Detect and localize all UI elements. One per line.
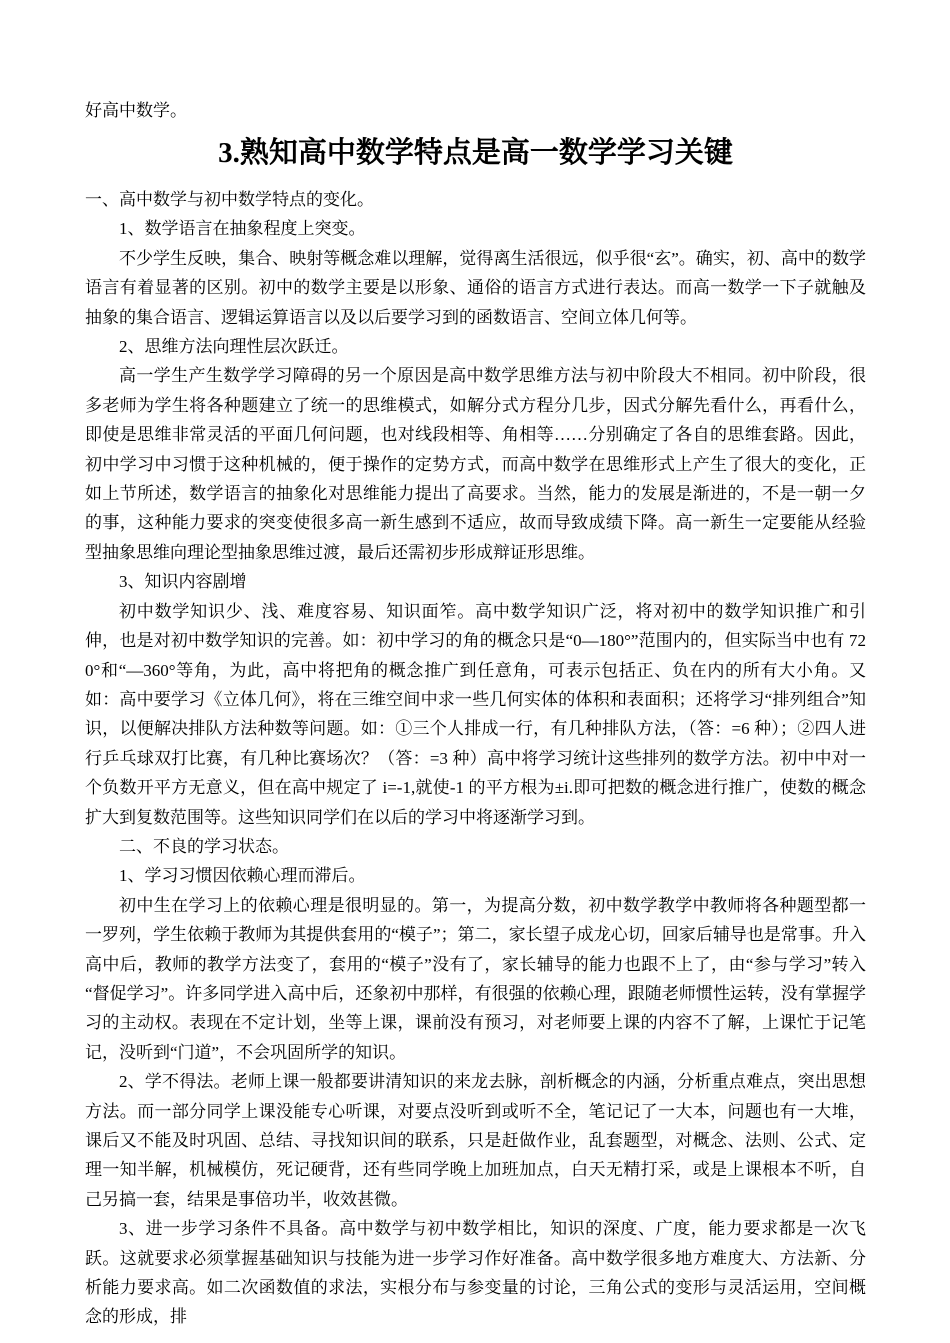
section-heading-2: 二、不良的学习状态。	[119, 836, 289, 856]
document-body	[85, 185, 866, 1332]
sub-heading-1-1: 1、数学语言在抽象程度上突变。	[119, 219, 366, 239]
body-paragraph-dependence: 初中生在学习上的依赖心理是很明显的。第一，为提高分数，初中数学教学中教师将各种题型都一一罗列，学生依赖于教师为其提供套用的“模子”；第二，家长望子成龙心切，回家后辅导也是常事。升入高中后，教师的教学方法变了，套用的“模子”没有了，家长辅导的能力也跟不上了，由“参与学习”转入“督促学习”。许多同学进入高中后，还象初中那样，有很强的依赖心理，跟随老师惯性运转，没有掌握学习的主动权。表现在不定计划，坐等上课，课前没有预习，对老师要上课的内容不了解，上课忙于记笔记，没听到“门道”，不会巩固所学的知识。	[85, 895, 866, 1062]
sub-heading-2-1: 1、学习习惯因依赖心理而滞后。	[119, 866, 366, 886]
sub-heading-1-2: 2、思维方法向理性层次跃迁。	[119, 337, 349, 357]
sub-heading-1-3: 3、知识内容剧增	[119, 572, 247, 592]
continuation-line: 好高中数学。	[85, 101, 187, 120]
body-paragraph-language: 不少学生反映，集合、映射等概念难以理解，觉得离生活很远，似乎很“玄”。确实，初、高中的数学语言有着显著的区别。初中的数学主要是以形象、通俗的语言方式进行表达。而高一数学一下子就触及抽象的集合语言、逻辑运算语言以及以后要学习到的函数语言、空间立体几何等。	[85, 248, 866, 327]
section-heading-1: 一、高中数学与初中数学特点的变化。	[85, 190, 374, 209]
body-paragraph-method: 2、学不得法。老师上课一般都要讲清知识的来龙去脉，剖析概念的内涵，分析重点难点，突出思想方法。而一部分同学上课没能专心听课，对要点没听到或听不全，笔记记了一大本，问题也有一大堆，课后又不能及时巩固、总结、寻找知识间的联系，只是赶做作业，乱套题型，对概念、法则、公式、定理一知半解，机械模仿，死记硬背，还有些同学晚上加班加点，白天无精打采，或是上课根本不听，自己另搞一套，结果是事倍功半，收效甚微。	[85, 1072, 866, 1209]
body-paragraph-conditions: 3、进一步学习条件不具备。高中数学与初中数学相比，知识的深度、广度，能力要求都是一次飞跃。这就要求必须掌握基础知识与技能为进一步学习作好准备。高中数学很多地方难度大、方法新、分析能力要求高。如二次函数值的求法，实根分布与参变量的讨论，三角公式的变形与灵活运用，空间概念的形成，排	[85, 1219, 866, 1327]
body-paragraph-knowledge: 初中数学知识少、浅、难度容易、知识面笮。高中数学知识广泛，将对初中的数学知识推广和引伸，也是对初中数学知识的完善。如：初中学习的角的概念只是“0—180°”范围内的，但实际当中也有 720°和“—360°等角，为此，高中将把角的概念推广到任意角，可表示包括正、负在内的所有大小角。又如：高中要学习《立体几何》，将在三维空间中求一些几何实体的体积和表面积；还将学习“排列组合”知识，以便解决排队方法种数等问题。如：①三个人排成一行，有几种排队方法，（答：=6 种）；②四人进行乒乓球双打比赛，有几种比赛场次？（答：=3 种）高中将学习统计这些排列的数学方法。初中中对一个负数开平方无意义，但在高中规定了 i=-1,就使-1 的平方根为±i.即可把数的概念进行推广，使数的概念扩大到复数范围等。这些知识同学们在以后的学习中将逐渐学习到。	[85, 601, 866, 827]
body-paragraph-thinking: 高一学生产生数学学习障碍的另一个原因是高中数学思维方法与初中阶段大不相同。初中阶段，很多老师为学生将各种题建立了统一的思维模式，如解分式方程分几步，因式分解先看什么，再看什么，即使是思维非常灵活的平面几何问题，也对线段相等、角相等……分别确定了各自的思维套路。因此，初中学习中习惯于这种机械的，便于操作的定势方式，而高中数学在思维形式上产生了很大的变化，正如上节所述，数学语言的抽象化对思维能力提出了高要求。当然，能力的发展是渐进的，不是一朝一夕的事，这种能力要求的突变使很多高一新生感到不适应，故而导致成绩下降。高一新生一定要能从经验型抽象思维向理论型抽象思维过渡，最后还需初步形成辩证形思维。	[85, 366, 866, 562]
document-title: 3.熟知高中数学特点是高一数学学习关键	[218, 137, 733, 169]
